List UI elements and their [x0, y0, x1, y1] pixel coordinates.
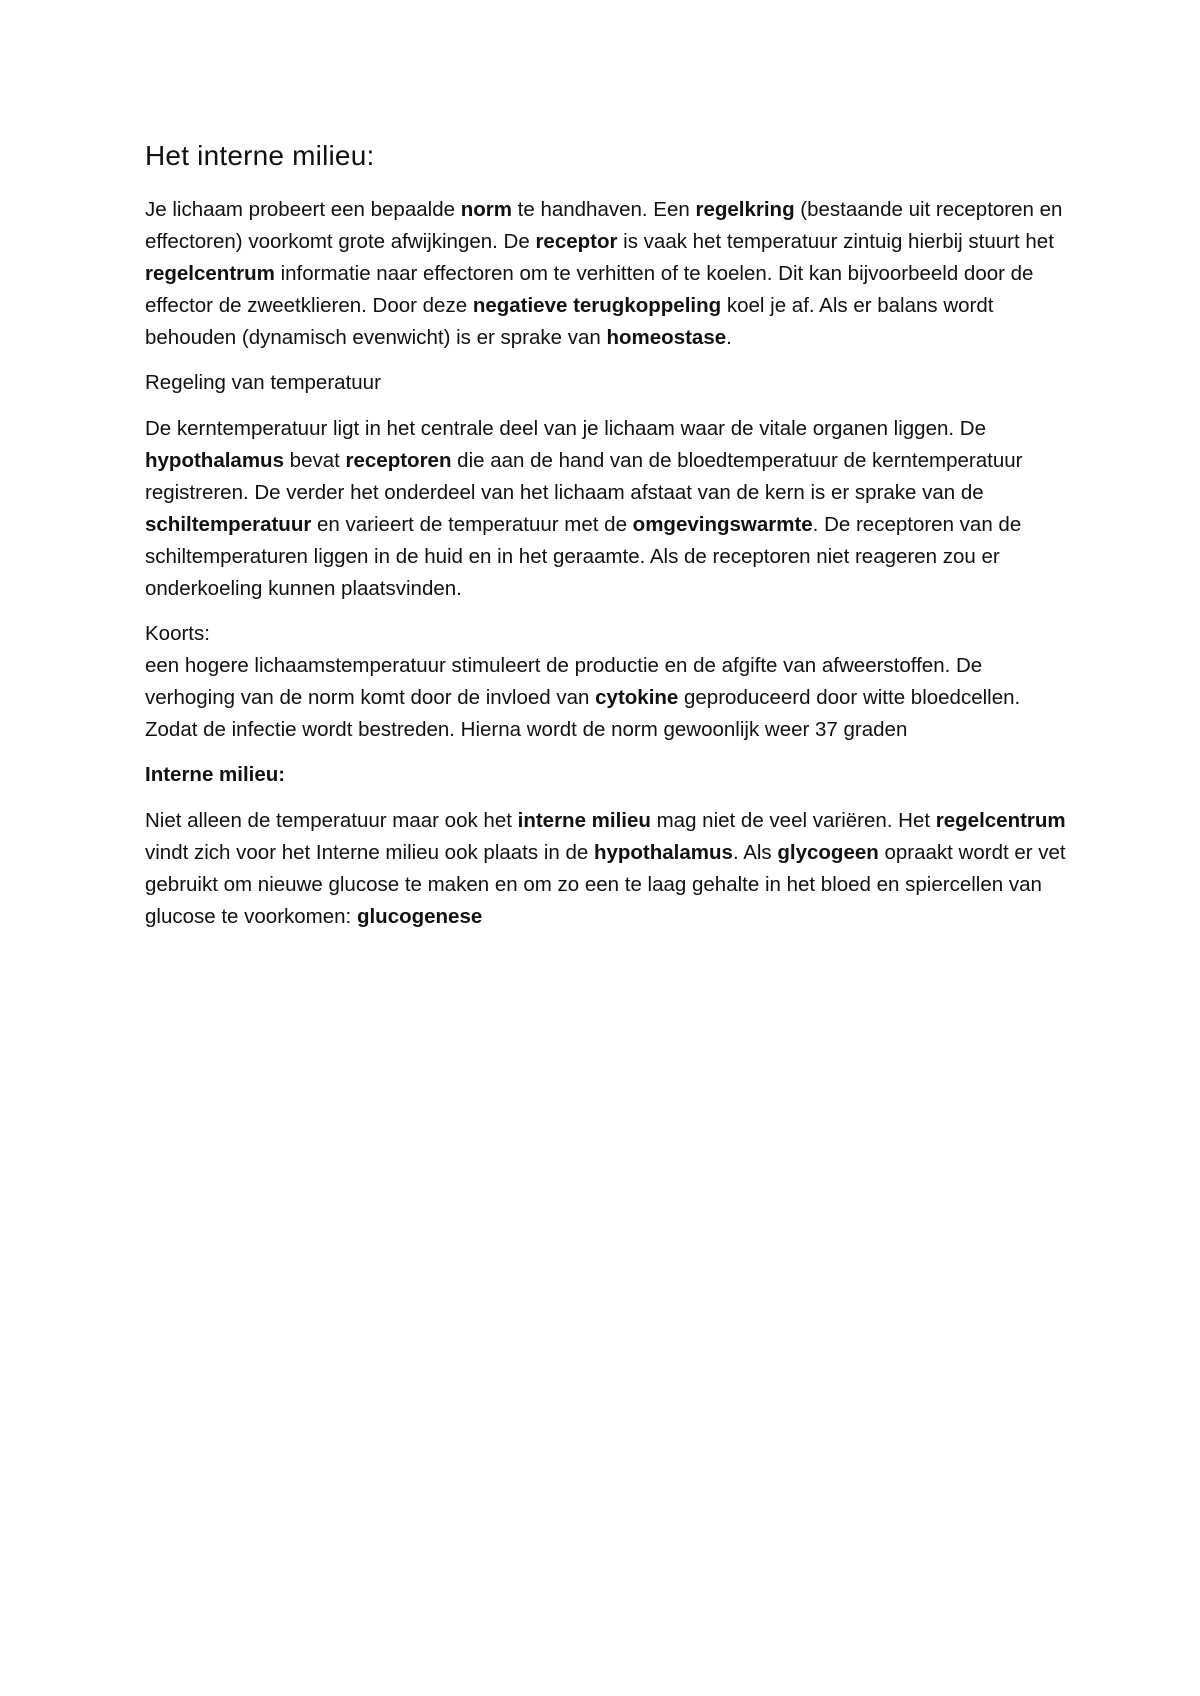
bold-term: glucogenese — [356, 905, 483, 928]
paragraph-interne-milieu — [145, 805, 1075, 933]
text-run: . — [726, 326, 732, 349]
text-run: Niet alleen de temperatuur maar ook het — [145, 809, 518, 832]
document-title: Het interne milieu: — [145, 140, 375, 171]
bold-term: receptor — [535, 230, 618, 253]
document-page — [145, 140, 1075, 946]
bold-term: homeostase — [606, 326, 727, 349]
text-run: een hogere lichaamstemperatuur stimuleert de productie en de afgifte van afweerstoffen. De verhoging van de norm komt door de invloed van — [145, 654, 983, 709]
text-run: informatie naar effectoren om te verhitten of te koelen. Dit kan bijvoorbeeld door de effector de zweetklieren. Door deze — [145, 262, 1034, 317]
bold-term: hypothalamus — [145, 449, 284, 472]
bold-term: norm — [460, 198, 512, 221]
text-run: die aan de hand van de bloedtemperatuur de kerntemperatuur registreren. De verder het onderdeel van het lichaam afstaat van de kern is er sprake van de — [145, 449, 1023, 504]
text-run: en varieert de temperatuur met de — [311, 513, 633, 536]
text-run: vindt zich voor het Interne milieu ook plaats in de — [145, 841, 594, 864]
text-run: (bestaande uit receptoren en effectoren) voorkomt grote afwijkingen. De — [145, 198, 1063, 253]
bold-term: glycogeen — [777, 841, 879, 864]
bold-term: schiltemperatuur — [145, 513, 312, 536]
heading-regeling: Regeling van temperatuur — [145, 371, 381, 394]
bold-term: receptoren — [345, 449, 452, 472]
heading-koorts: Koorts: — [145, 622, 210, 645]
text-run: is vaak het temperatuur zintuig hierbij stuurt het — [617, 230, 1054, 253]
bold-term: omgevingswarmte — [632, 513, 813, 536]
text-run: De kerntemperatuur ligt in het centrale deel van je lichaam waar de vitale organen liggen. De — [145, 417, 986, 440]
bold-term: cytokine — [595, 686, 679, 709]
text-run: bevat — [283, 449, 346, 472]
bold-term: negatieve terugkoppeling — [472, 294, 722, 317]
text-run: mag niet de veel variëren. Het — [650, 809, 936, 832]
paragraph-regeling — [145, 413, 1075, 605]
bold-term: regelkring — [695, 198, 795, 221]
paragraph-intro — [145, 194, 1075, 354]
bold-term: interne milieu — [517, 809, 651, 832]
text-run: geproduceerd door witte bloedcellen. Zodat de infectie wordt bestreden. Hierna wordt de norm gewoonlijk weer 37 graden — [145, 686, 1021, 741]
paragraph-koorts — [145, 650, 1075, 746]
text-run: . Als — [732, 841, 778, 864]
text-run: Je lichaam probeert een bepaalde — [145, 198, 461, 221]
text-run: koel je af. Als er balans wordt behouden (dynamisch evenwicht) is er sprake van — [145, 294, 994, 349]
heading-interne-milieu: Interne milieu: — [145, 763, 286, 786]
text-run: te handhaven. Een — [511, 198, 696, 221]
bold-term: regelcentrum — [145, 262, 275, 285]
bold-term: regelcentrum — [935, 809, 1066, 832]
text-run: opraakt wordt er vet gebruikt om nieuwe glucose te maken en om zo een te laag gehalte in het bloed en spiercellen van glucose te voorkomen: — [145, 841, 1066, 928]
bold-term: hypothalamus — [593, 841, 733, 864]
text-run: . De receptoren van de schiltemperaturen liggen in de huid en in het geraamte. Als de receptoren niet reageren zou er onderkoeling kunnen plaatsvinden. — [145, 513, 1022, 600]
koorts-section — [145, 618, 1075, 746]
